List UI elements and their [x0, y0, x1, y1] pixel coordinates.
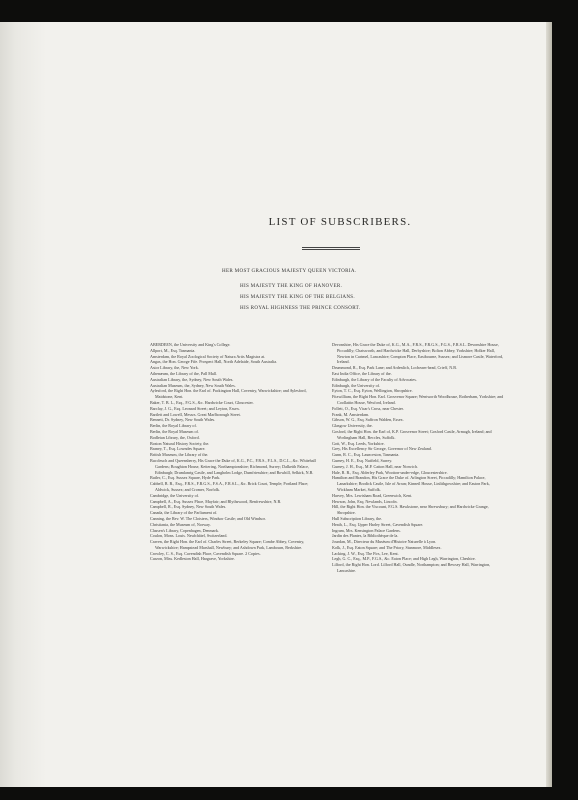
subscriber-entry: Butler, C., Esq. Sussex Square, Hyde Park. [150, 475, 221, 481]
subscriber-entry: Fitzwilliam, the Right Hon. Earl. Grosvenor Square; Wentworth Woodhouse, Rotherham, Yorkshire; and Coollattin House, Wexford, Ireland. [332, 394, 504, 405]
subscriber-entry: Boston Natural History Society, the. [150, 440, 210, 446]
subscribers-column-left [150, 342, 322, 562]
subscriber-entry: Frank, M. Amsterdam. [332, 411, 370, 417]
subscriber-entry: Campbell, A., Esq. Sussex Place, Mayfair; and Blythswood, Renfrewshire, N.B. [150, 498, 282, 504]
subscriber-entry: Hamilton and Brandon, His Grace the Duke of. Arlington Street, Piccadilly; Hamilton Palace, Lanarkshire; Brodick Castle, Isle of Arran; Kinneil House, Linlithgowshire; and Easton Park, Wickham Market, Suffolk. [332, 475, 490, 492]
subscriber-entry: Hewson, John, Esq. Newlands, Lincoln. [332, 498, 398, 504]
subscriber-entry: Gurney, J. H., Esq., M.P. Catton Hall, near Norwich. [332, 463, 418, 469]
subscriber-entry: Ingram, Mrs. Kensington Palace Gardens. [332, 527, 401, 533]
subscriber-entry: Jourdan, M., Directeur du Muséum d'Histoire Naturelle à Lyon. [332, 539, 437, 545]
subscriber-entry: Braney, T., Esq. Lowndes Square. [150, 446, 206, 452]
subscriber-entry: Hale, R. B., Esq. Alderley Park, Wootton-under-edge, Gloucestershire. [332, 469, 448, 475]
subscriber-entry: Edinburgh, the University of. [332, 382, 381, 388]
subscriber-entry: Canada, the Library of the Parliament of. [150, 510, 218, 516]
subscriber-entry: Glasgow University, the. [332, 423, 373, 429]
subscriber-entry: Australian Museum, the, Sydney, New South Wales. [150, 382, 236, 388]
page-edge [546, 22, 552, 787]
royal-subscriber-belgians: HIS MAJESTY THE KING OF THE BELGIANS. [240, 294, 356, 300]
subscriber-entry: East India Office, the Library of the. [332, 370, 392, 376]
subscriber-entry: Bartlett and Lowell, Messrs. Great Marlborough Street. [150, 411, 241, 417]
page-title: LIST OF SUBSCRIBERS. [268, 216, 412, 228]
subscriber-entry: Harvey, Mrs. Lewisham Road, Greenwich, Kent. [332, 492, 413, 498]
subscriber-entry: Gosford, the Right Hon. the Earl of, K.P. Grosvenor Street; Gosford Castle, Armagh, Ireland; and Worlingham Hall, Beccles, Suffolk. [332, 428, 492, 440]
subscriber-entry: Angas, the Hon. George Fife. Prospect Hall, North Adelaide, South Australia. [150, 359, 278, 365]
royal-subscriber-hanover: HIS MAJESTY THE KING OF HANOVER. [240, 283, 343, 289]
royal-subscriber-consort: HIS ROYAL HIGHNESS THE PRINCE CONSORT. [240, 305, 361, 311]
subscriber-entry: Amsterdam, the Royal Zoological Society of Natura Artis Magistra at. [150, 353, 266, 359]
subscriber-entry: Bodleian Library, the, Oxford. [150, 434, 200, 440]
subscriber-entry: Craven, the Right Hon. the Earl of. Charles Street, Berkeley Square; Combe Abbey, Coventry, Warwickshire; Hampstead Marshall, Newbury; and Ashdown Park, Lambourn, Berkshire. [150, 539, 305, 550]
subscriber-entry: Heath, L., Esq. Upper Harley Street, Cavendish Square. [332, 521, 424, 527]
subscriber-entry: Cambridge, the University of. [150, 492, 200, 498]
subscriber-entry: Athenæum, the Library of the, Pall Mall. [150, 370, 217, 376]
subscriber-entry: Eyton, T. C., Esq. Eyton, Wellington, Shropshire. [332, 388, 413, 394]
subscriber-entry: Edinburgh, the Library of the Faculty of Advocates. [332, 376, 417, 382]
subscriber-entry: Hill, the Right Hon. the Viscount, F.G.S. Hawkstone, near Shrewsbury; and Hardwicke Grange, Shropshire. [332, 504, 489, 516]
subscriber-entry: Drummond, R., Esq. Park Lane; and Ardenlich, Lochearn-head, Crieff, N.B. [332, 365, 457, 371]
subscriber-entry: Cabbell, B. B., Esq., F.R.S., F.R.G.S., F.S.A., F.R.S.L., &c. Brick Court, Temple; Portland Place; Aldwick, Sussex; and Cromer, Norfolk. [150, 481, 309, 492]
subscriber-entry: Buccleuch and Queensberry, His Grace the Duke of, K.G., P.C., F.R.S., F.L.S., D.C.L., &c. Whitehall Gardens; Boughton House, Kettering, Northamptonshire; Richmond, Surrey; Dalkeith Palace, Edinburgh; Drumlanrig Castle, and Langholm Lodge, Dumfriesshire; and Bowhill, Selkirk, N.B. [150, 457, 316, 475]
title-rule-top [302, 247, 360, 248]
subscriber-entry: Hull Subscription Library, the. [332, 515, 383, 521]
subscriber-entry: Coulon, Mons. Louis. Neufchâtel, Switzerland. [150, 533, 228, 539]
subscriber-entry: Berlin, the Royal Museum of. [150, 428, 199, 434]
subscriber-entry: Berlin, the Royal Library of. [150, 423, 197, 429]
subscriber-entry: Gunn, R. C., Esq. Launceston, Tasmania. [332, 452, 400, 458]
subscriber-entry: Allport, M., Esq. Tasmania. [150, 347, 196, 353]
subscriber-entry: Gibson, W. G., Esq. Saffron Walden, Essex. [332, 417, 404, 423]
subscriber-entry: Christiania, the Museum of, Norway. [150, 521, 211, 527]
subscriber-entry: Devonshire, His Grace the Duke of, K.G., M.A., F.R.S., F.R.G.S., F.G.S., F.R.S.L. Devonshire House, Piccadilly; Chatsworth, and Hardwicke Hall, Derbyshire; Bolton Abbey, Yorkshire; Holker Hall, Newton in Cartmel, Lancashire; Compton Place, Eastbourne, Sussex; and Lismore Castle, Waterford, Ireland. [332, 342, 504, 365]
subscriber-entry: Follett, O., Esq. Vicar's Cross, near Chester. [332, 405, 404, 411]
title-rule-bottom [302, 249, 360, 250]
subscriber-entry: Baker, T. B. L., Esq., F.G.S., &c. Hardwicke Court, Gloucester. [150, 399, 254, 405]
subscriber-entry: Lilford, the Right Hon. Lord. Lilford Hall, Oundle, Northampton; and Bewsey Hall, Warrington, Lancashire. [332, 562, 491, 574]
subscriber-entry: ABERDEEN, the University and King's College. [150, 342, 231, 347]
page-gutter-shadow [0, 22, 46, 787]
subscriber-entry: Gurney, H. E., Esq. Nutfield, Surrey. [332, 457, 393, 463]
subscriber-entry: Crowley, C. S., Esq. Cavendish Place, Cavendish Square. 2 Copies. [150, 550, 261, 556]
subscriber-entry: Astor Library, the, New York. [150, 365, 199, 371]
subscriber-entry: Campbell, R., Esq. Sydney, New South Wales. [150, 504, 227, 510]
subscriber-entry: Gott, W., Esq. Leeds, Yorkshire. [332, 440, 385, 446]
subscriber-entry: Classen's Library, Copenhagen, Denmark. [150, 527, 219, 533]
subscriber-entry: Bennett, Dr. Sydney, New South Wales. [150, 417, 216, 423]
subscriber-entry: Barclay, J. G., Esq. Leonard Street; and Leyton, Essex. [150, 405, 240, 411]
subscriber-entry: Grey, His Excellency Sir George, Governor of New Zealand. [332, 446, 432, 452]
subscriber-entry: Kolk, J., Esq. Eaton Square; and The Priory, Stanmore, Middlesex. [332, 544, 442, 550]
subscriber-entry: Canning, the Rev. W. The Cloisters, Windsor Castle; and Old Windsor. [150, 515, 266, 521]
subscriber-entry: Lacking, J. W., Esq. The Firs, Lee, Kent. [332, 550, 399, 556]
subscriber-entry: British Museum, the Library of the. [150, 452, 209, 458]
subscriber-entry: Australian Library, the, Sydney, New South Wales. [150, 376, 234, 382]
subscribers-column-right [332, 342, 504, 574]
subscriber-entry: Jardin des Plantes, la Bibliothèque de la. [332, 533, 399, 539]
subscriber-entry: Curzon, Miss. Kedleston Hall, Hargrave, Yorkshire. [150, 556, 235, 562]
subscriber-entry: Legh, G. C., Esq., M.P., F.G.S., &c. Eaton Place; and High Legh, Warrington, Cheshire. [332, 556, 476, 562]
subscriber-entry: Aylesford, the Right Hon. the Earl of. Packington Hall, Coventry, Warwickshire; and Aylesford, Maidstone, Kent. [150, 388, 307, 400]
royal-subscriber-queen: HER MOST GRACIOUS MAJESTY QUEEN VICTORIA. [222, 268, 357, 274]
